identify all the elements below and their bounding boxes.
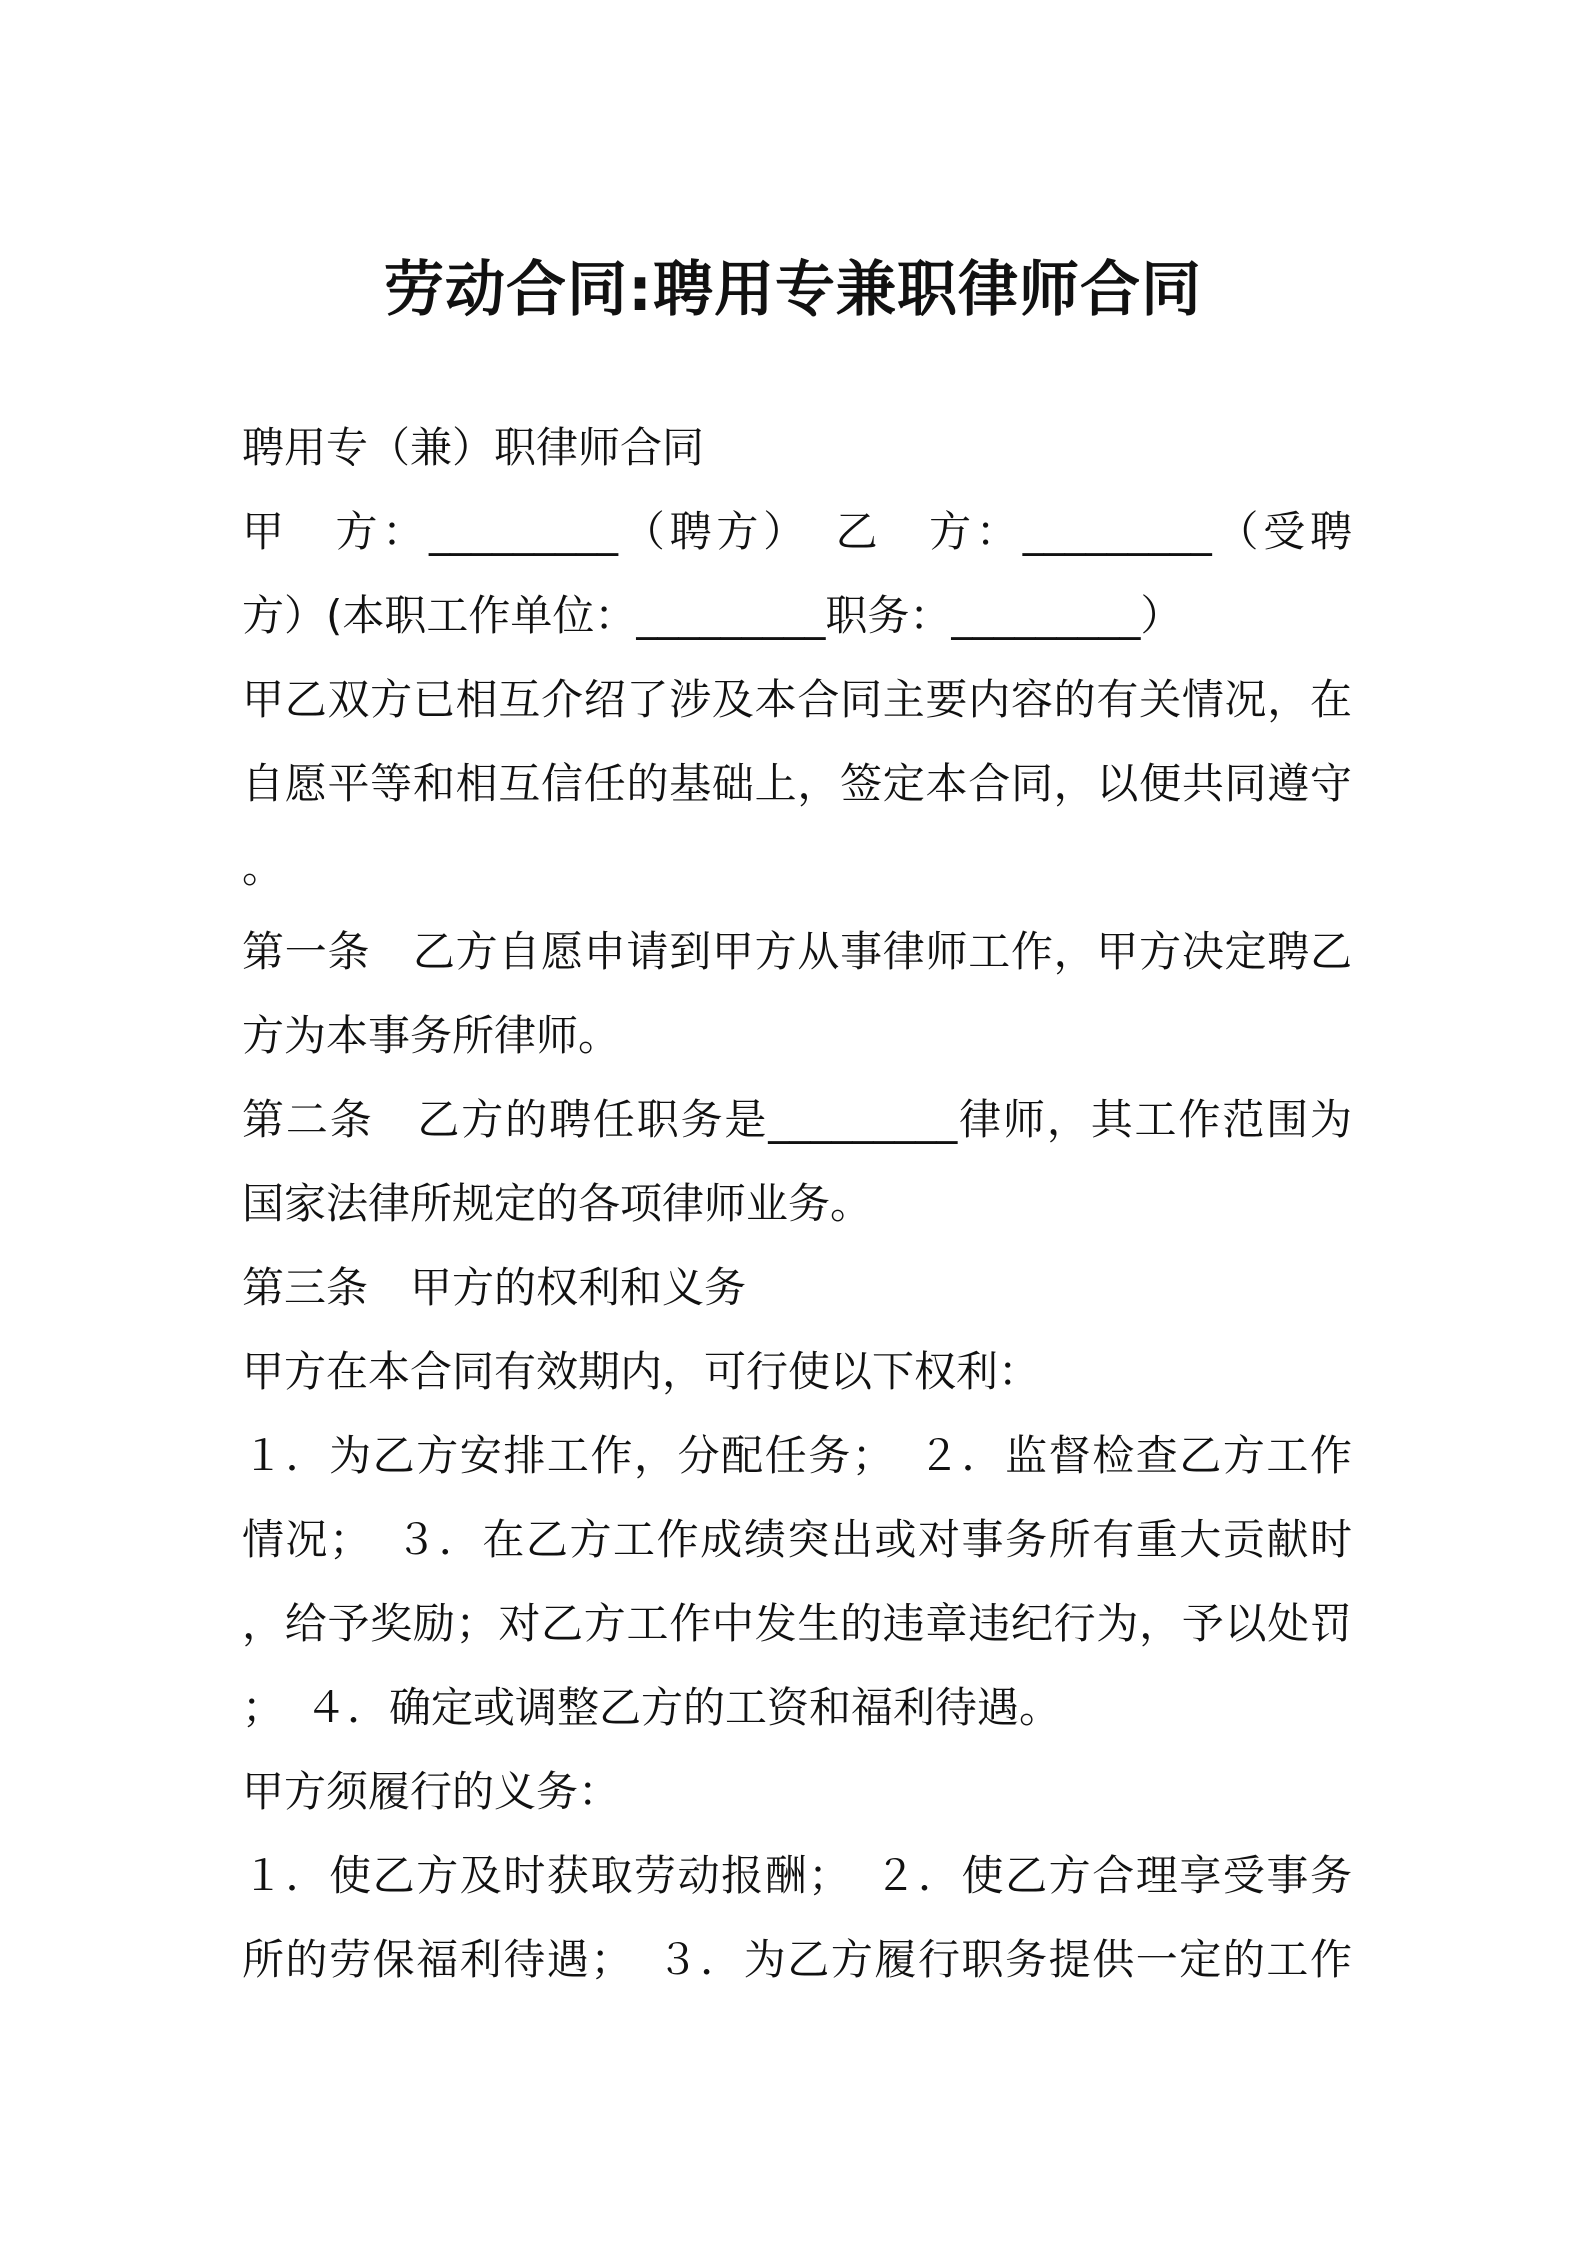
- document-body: [242, 406, 1352, 2002]
- body-line: 第一条 乙方自愿申请到甲方从事律师工作，甲方决定聘乙: [242, 927, 1352, 976]
- body-line: １．为乙方安排工作，分配任务； ２．监督检查乙方工作: [242, 1431, 1352, 1480]
- body-line: 方）(本职工作单位：_________职务：_________）: [242, 591, 1183, 640]
- body-line: 聘用专（兼）职律师合同: [242, 423, 705, 472]
- body-line: ； ４．确定或调整乙方的工资和福利待遇。: [242, 1683, 1062, 1732]
- body-line: ，给予奖励；对乙方工作中发生的违章违纪行为，予以处罚: [242, 1599, 1352, 1648]
- document-title: 劳动合同:聘用专兼职律师合同: [384, 255, 1202, 325]
- body-line: １．使乙方及时获取劳动报酬； ２．使乙方合理享受事务: [242, 1851, 1352, 1900]
- body-line: 国家法律所规定的各项律师业务。: [242, 1179, 873, 1228]
- body-line: 自愿平等和相互信任的基础上，签定本合同，以便共同遵守: [242, 759, 1352, 808]
- body-line: 第三条 甲方的权利和义务: [242, 1263, 747, 1312]
- body-line: 。: [242, 843, 285, 892]
- body-line: 第二条 乙方的聘任职务是_________律师，其工作范围为: [242, 1095, 1352, 1144]
- body-line: 情况； ３．在乙方工作成绩突出或对事务所有重大贡献时: [242, 1515, 1352, 1564]
- body-line: 所的劳保福利待遇； ３．为乙方履行职务提供一定的工作: [242, 1935, 1352, 1984]
- body-line: 甲 方：_________（聘方） 乙 方：_________（受聘: [242, 507, 1352, 556]
- body-line: 甲乙双方已相互介绍了涉及本合同主要内容的有关情况，在: [242, 675, 1352, 724]
- body-line: 方为本事务所律师。: [242, 1011, 621, 1060]
- body-line: 甲方须履行的义务：: [242, 1767, 621, 1816]
- body-line: 甲方在本合同有效期内，可行使以下权利：: [242, 1347, 1041, 1396]
